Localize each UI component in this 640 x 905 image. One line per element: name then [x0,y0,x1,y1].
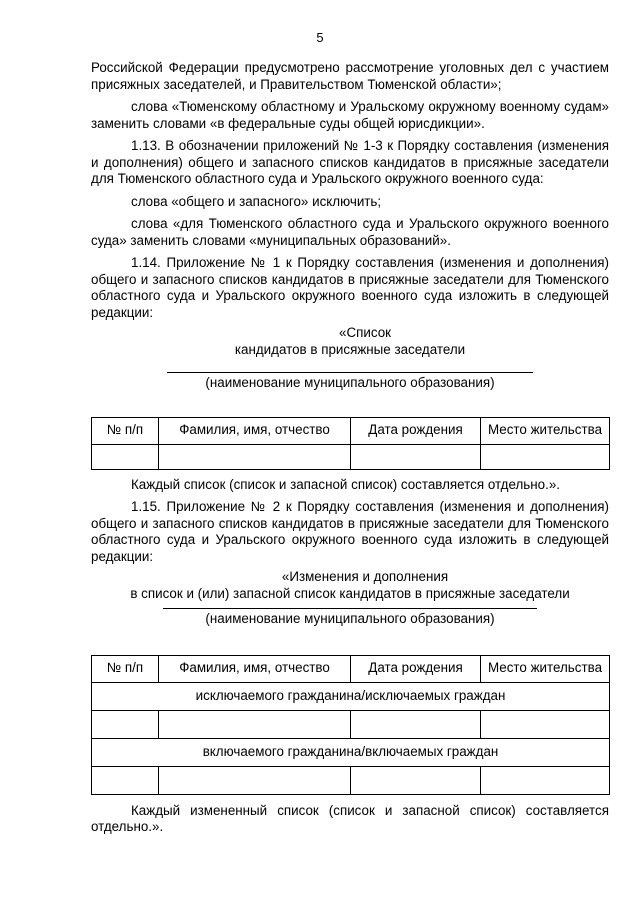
form1-table [91,417,610,470]
table-row [92,710,610,738]
table-cell[interactable] [159,766,351,794]
header-birth-date: Дата рождения [351,417,481,444]
paragraph-1-13: 1.13. В обозначении приложений № 1-3 к Порядку составления (изменения и дополнения) общего и запасного списков кандидатов в присяжные заседатели для Тюменского областного суда и Уральского окружного военного суда: [91,138,609,186]
table-row [92,766,610,794]
header-residence: Место жительства [481,417,610,444]
table-cell[interactable] [159,710,351,738]
table-header-row [92,655,610,682]
form2-municipality-caption: (наименование муниципального образования) [205,611,495,626]
form1-title-line2: кандидатов в присяжные заседатели [234,341,466,357]
table-cell[interactable] [351,766,481,794]
table-header-row [92,417,610,444]
section-row-excluded [92,682,610,710]
form2-table [91,655,610,795]
table-cell[interactable] [481,766,610,794]
table-cell[interactable] [92,710,159,738]
form2-municipality-line [163,608,537,609]
paragraph-replace-words: слова «для Тюменского областного суда и Уральского окружного военного суда» заменить словами «муниципальных образований». [91,216,609,248]
table-cell[interactable] [92,444,159,469]
page-number: 5 [316,30,324,45]
table-cell[interactable] [351,710,481,738]
document-body [91,60,609,842]
paragraph-exclude-words: слова «общего и запасного» исключить; [131,193,382,209]
table-cell[interactable] [481,444,610,469]
form2-note: Каждый измененный список (список и запасной список) составляется отдельно.». [91,802,609,834]
form2-title-line2: в список и (или) запасной список кандидатов в присяжные заседатели [130,585,570,601]
section-included-label: включаемого гражданина/включаемых граждан [92,738,610,766]
form2-title [91,569,609,602]
section-row-included [92,738,610,766]
paragraph-1-14: 1.14. Приложение № 1 к Порядку составления (изменения и дополнения) общего и запасного списков кандидатов в присяжные заседатели для Тюменского областного суда и Уральского окружного военного суда изложить в следующей редакции: [91,255,609,320]
form1-note: Каждый список (список и запасной список) составляется отдельно.». [131,476,560,492]
header-number: № п/п [92,655,159,682]
paragraph-continuation: Российской Федерации предусмотрено рассмотрение уголовных дел с участием присяжных заседателей, и Правительством Тюменской области»; [91,60,609,92]
header-full-name: Фамилия, имя, отчество [159,417,351,444]
section-excluded-label: исключаемого гражданина/исключаемых граждан [92,682,610,710]
form1-municipality-line [167,372,533,373]
form1-municipality-caption: (наименование муниципального образования) [205,375,495,390]
table-cell[interactable] [351,444,481,469]
table-row [92,444,610,469]
header-number: № п/п [92,417,159,444]
form2-title-line1: «Изменения и дополнения [281,569,449,584]
form1-title-line1: «Список [339,325,391,340]
table-cell[interactable] [481,710,610,738]
table-cell[interactable] [159,444,351,469]
table-cell[interactable] [92,766,159,794]
header-full-name: Фамилия, имя, отчество [159,655,351,682]
form1-title [91,325,609,358]
paragraph-courts-replacement: слова «Тюменскому областному и Уральскому окружному военному судам» заменить словами «в федеральные суды общей юрисдикции». [91,99,609,131]
paragraph-1-15: 1.15. Приложение № 2 к Порядку составления (изменения и дополнения) общего и запасного списков кандидатов в присяжные заседатели для Тюменского областного суда и Уральского окружного военного суда изложить в следующей редакции: [91,499,609,564]
header-residence: Место жительства [481,655,610,682]
header-birth-date: Дата рождения [351,655,481,682]
